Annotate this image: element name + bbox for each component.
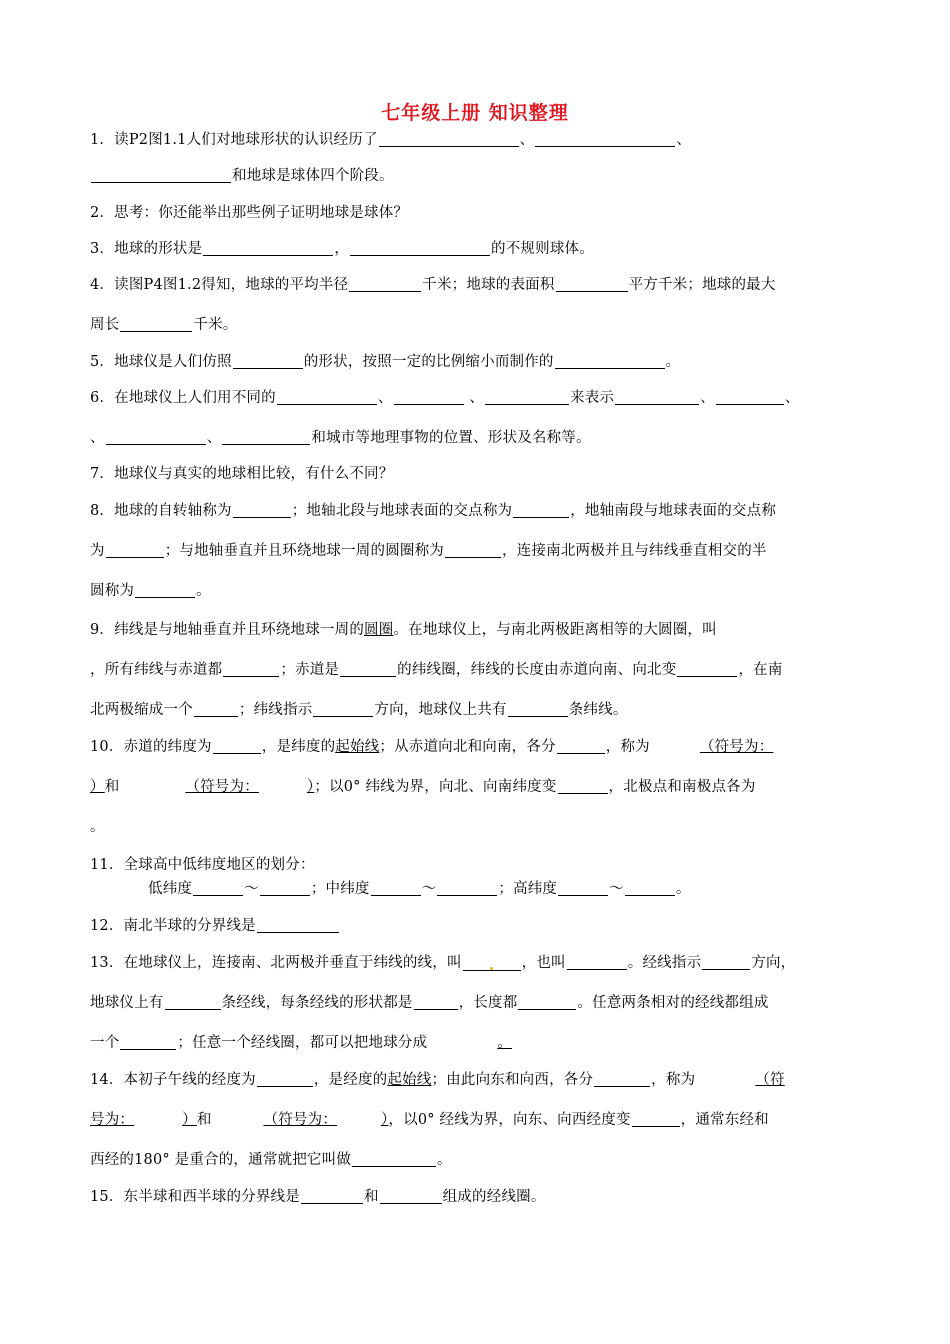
blank[interactable] — [380, 1189, 442, 1204]
blank[interactable] — [625, 881, 675, 896]
blank[interactable] — [260, 881, 310, 896]
question-14-line-2: 号为： ）和 （符号为： ），以0° 经线为界，向东、向西经度变 ，通常东经和 — [90, 1112, 769, 1128]
question-10-line-2: ）和 （符号为： ）；以0° 纬线为界，向北、向南纬度变 ，北极点和南极点各为 — [90, 779, 756, 795]
blank[interactable] — [716, 390, 784, 405]
blank[interactable] — [463, 956, 521, 971]
question-11-ranges: 低纬度 ～ ；中纬度 ～ ；高纬度 ～ 。 — [148, 881, 691, 897]
mark-dot-icon — [490, 967, 493, 970]
blank[interactable] — [120, 317, 192, 332]
blank[interactable] — [193, 881, 243, 896]
question-3: 3．地球的形状是 ， 的不规则球体。 — [90, 241, 594, 257]
blank[interactable] — [352, 1152, 436, 1167]
blank[interactable] — [313, 702, 373, 717]
blank[interactable] — [371, 881, 421, 896]
blank[interactable] — [508, 702, 568, 717]
blank[interactable] — [203, 241, 333, 256]
blank[interactable] — [615, 390, 699, 405]
question-14-line-3: 西经的180° 是重合的，通常就把它叫做 。 — [90, 1152, 452, 1168]
question-13-line-1: 13．在地球仪上，连接南、北两极并垂直于纬线的线，叫 ，也叫 。经线指示 方向， — [90, 955, 796, 971]
blank[interactable] — [194, 702, 238, 717]
page-title: 七年级上册 知识整理 — [381, 102, 569, 124]
blank[interactable] — [233, 503, 291, 518]
question-9-line-3: 北两极缩成一个 ；纬线指示 方向，地球仪上共有 条纬线。 — [90, 702, 628, 718]
blank[interactable] — [222, 430, 310, 445]
blank[interactable] — [702, 955, 750, 970]
blank[interactable] — [340, 662, 396, 677]
question-12: 12．南北半球的分界线是 — [90, 916, 870, 936]
blank[interactable] — [632, 1112, 680, 1127]
question-11: 11．全球高中低纬度地区的划分： — [90, 857, 315, 873]
question-1-line-2: 和地球是球体四个阶段。 — [90, 166, 870, 186]
blank[interactable] — [414, 995, 458, 1010]
blank[interactable] — [513, 503, 569, 518]
blank[interactable] — [558, 881, 608, 896]
blank[interactable] — [223, 662, 279, 677]
blank[interactable] — [535, 132, 675, 147]
question-8-line-2: 为 ；与地轴垂直并且环绕地球一周的圆圈称为 ，连接南北两极并且与纬线垂直相交的半 — [90, 543, 767, 559]
blank[interactable] — [165, 995, 221, 1010]
blank[interactable] — [91, 168, 231, 183]
blank[interactable] — [558, 779, 608, 794]
blank[interactable] — [135, 583, 195, 598]
blank[interactable] — [567, 955, 627, 970]
question-13-line-2: 地球仪上有 条经线，每条经线的形状都是 ，长度都 。任意两条相对的经线都组成 — [90, 995, 769, 1011]
question-9-line-2: ，所有纬线与赤道都 ；赤道是 的纬线圈，纬线的长度由赤道向南、向北变 ，在南 — [90, 662, 783, 678]
blank[interactable] — [677, 662, 737, 677]
question-10-line-3: 。 — [90, 819, 105, 835]
blank[interactable] — [213, 739, 261, 754]
question-9-line-1: 9．纬线是与地轴垂直并且环绕地球一周的圆圈。在地球仪上，与南北两极距离相等的大圆圈，叫 — [90, 622, 717, 638]
question-6-line-1: 6．在地球仪上人们用不同的 、 、 来表示 、 、 — [90, 390, 800, 406]
question-6-line-2: 、 、 和城市等地理事物的位置、形状及名称等。 — [90, 430, 591, 446]
blank[interactable] — [379, 132, 519, 147]
blank[interactable] — [301, 1189, 363, 1204]
blank[interactable] — [257, 918, 339, 933]
blank[interactable] — [106, 543, 164, 558]
question-4-line-2: 周长 千米。 — [90, 317, 238, 333]
question-8-line-3: 圆称为 。 — [90, 583, 211, 599]
question-14-line-1: 14．本初子午线的经度为 ，是经度的起始线；由此向东和向西，各分 ，称为 （符 — [90, 1072, 785, 1088]
question-13-line-3: 一个 ；任意一个经线圈，都可以把地球分成 。 — [90, 1035, 513, 1051]
blank[interactable] — [394, 390, 464, 405]
blank[interactable] — [485, 390, 569, 405]
question-8-line-1: 8．地球的自转轴称为 ；地轴北段与地球表面的交点称为 ，地轴南段与地球表面的交点称 — [90, 503, 777, 519]
blank[interactable] — [445, 543, 501, 558]
blank[interactable] — [277, 390, 377, 405]
blank[interactable] — [556, 277, 628, 292]
question-10-line-1: 10．赤道的纬度为 ，是纬度的起始线；从赤道向北和向南，各分 ，称为 （符号为： — [90, 739, 774, 755]
blank[interactable] — [594, 1072, 650, 1087]
blank[interactable] — [349, 277, 421, 292]
question-4-line-1: 4．读图P4图1.2得知，地球的平均半径 千米；地球的表面积 平方千米；地球的最大 — [90, 277, 776, 293]
blank[interactable] — [233, 354, 303, 369]
blank[interactable] — [437, 881, 497, 896]
question-7: 7．地球仪与真实的地球相比较，有什么不同？ — [90, 466, 394, 482]
blank[interactable] — [257, 1072, 313, 1087]
blank[interactable] — [518, 995, 576, 1010]
question-15: 15．东半球和西半球的分界线是 和 组成的经线圈。 — [90, 1189, 546, 1205]
blank[interactable] — [557, 739, 605, 754]
blank[interactable] — [106, 430, 206, 445]
question-2: 2．思考：你还能举出那些例子证明地球是球体？ — [90, 205, 409, 221]
question-1-line-1: 1．读P2图1.1人们对地球形状的认识经历了 、 、 — [90, 132, 692, 148]
blank[interactable] — [120, 1035, 176, 1050]
question-5: 5．地球仪是人们仿照 的形状，按照一定的比例缩小而制作的 。 — [90, 354, 681, 370]
blank[interactable] — [350, 241, 490, 256]
blank[interactable] — [555, 354, 665, 369]
